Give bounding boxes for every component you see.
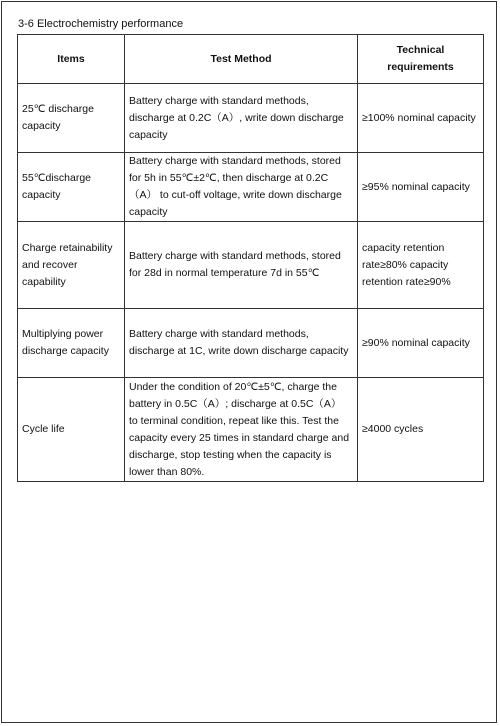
header-technical-requirements: Technical requirements: [358, 35, 484, 84]
table-header-row: [18, 35, 484, 84]
row-item: Cycle life: [18, 378, 125, 482]
section-title: 3-6 Electrochemistry performance: [18, 18, 184, 30]
table-row: [18, 309, 484, 378]
row-method: Battery charge with standard methods, stored for 5h in 55℃±2℃, then discharge at 0.2C（A） to cut-off voltage, write down discharge capacity: [125, 153, 358, 222]
row-requirement: ≥90% nominal capacity: [358, 309, 484, 378]
table-row: [18, 153, 484, 222]
table-row: [18, 378, 484, 482]
row-item: 55℃discharge capacity: [18, 153, 125, 222]
row-requirement: ≥4000 cycles: [358, 378, 484, 482]
row-item: Charge retainability and recover capability: [18, 222, 125, 309]
row-requirement: ≥95% nominal capacity: [358, 153, 484, 222]
row-method: Battery charge with standard methods, discharge at 1C, write down discharge capacity: [125, 309, 358, 378]
table-row: [18, 84, 484, 153]
row-requirement: capacity retention rate≥80% capacity retention rate≥90%: [358, 222, 484, 309]
table-row: [18, 222, 484, 309]
row-method: Battery charge with standard methods, stored for 28d in normal temperature 7d in 55℃: [125, 222, 358, 309]
header-items: Items: [18, 35, 125, 84]
electrochemistry-table: [17, 34, 484, 482]
header-test-method: Test Method: [125, 35, 358, 84]
row-item: 25℃ discharge capacity: [18, 84, 125, 153]
row-requirement: ≥100% nominal capacity: [358, 84, 484, 153]
row-method: Under the condition of 20℃±5℃, charge the battery in 0.5C（A）; discharge at 0.5C（A） to terminal condition, repeat like this. Test the capacity every 25 times in standard charge and discharge, stop testing when the capacity is lower than 80%.: [125, 378, 358, 482]
row-item: Multiplying power discharge capacity: [18, 309, 125, 378]
row-method: Battery charge with standard methods, discharge at 0.2C（A）, write down discharge capacity: [125, 84, 358, 153]
